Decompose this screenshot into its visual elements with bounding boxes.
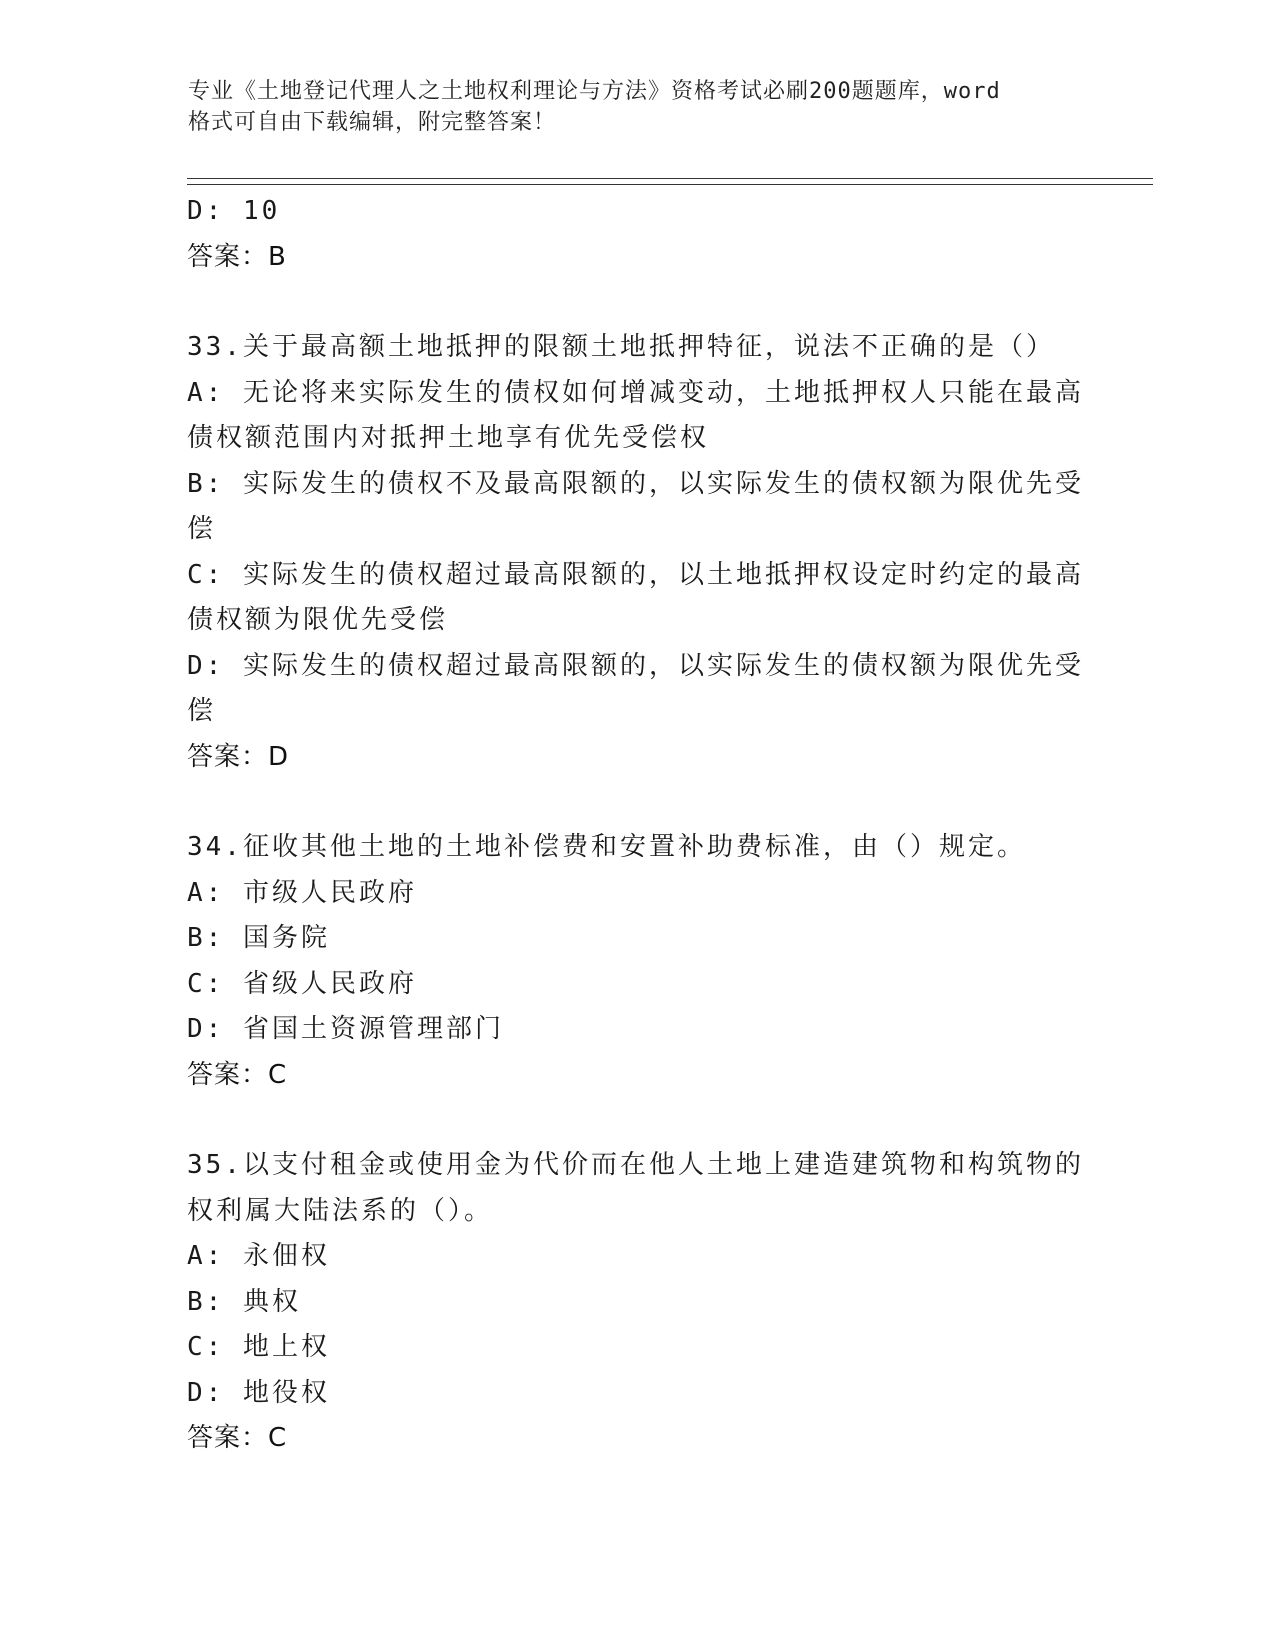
header-line-1: 专业《土地登记代理人之土地权利理论与方法》资格考试必刷200题题库，word [188,79,1001,104]
spacer [187,280,1087,325]
header-rule-top [187,178,1153,179]
option-c: C: 实际发生的债权超过最高限额的，以土地抵押权设定时约定的最高 [187,559,1084,590]
question-stem: 34.征收其他土地的土地补偿费和安置补助费标准，由（）规定。 [187,832,1026,862]
option-b: B: 实际发生的债权不及最高限额的，以实际发生的债权额为限优先受 [187,468,1084,499]
option-c-cont: 债权额为限优先受偿 [187,605,449,635]
option-d-cont: 偿 [187,696,217,726]
question-stem: 33.关于最高额土地抵押的限额土地抵押特征，说法不正确的是（） [187,332,1055,362]
option-b: B: 典权 [187,1286,301,1317]
answer: 答案：C [187,1423,288,1453]
question-33 [187,325,1087,780]
option-b: B: 国务院 [187,923,330,953]
question-stem-cont: 权利属大陆法系的（）。 [187,1195,494,1226]
answer: 答案：D [187,741,290,772]
option-c: C: 地上权 [187,1332,330,1362]
spacer [187,1098,1087,1143]
question-34 [187,825,1087,1098]
option-b-cont: 偿 [187,514,217,544]
spacer [187,780,1087,825]
prev-answer: 答案：B [187,241,287,272]
header-rule-bottom [187,184,1153,185]
option-c: C: 省级人民政府 [187,968,417,999]
document-header [188,76,1068,138]
question-35 [187,1143,1087,1462]
option-d: D: 省国土资源管理部门 [187,1014,504,1044]
header-line-2: 格式可自由下载编辑，附完整答案！ [188,110,557,135]
prev-option-d: D: 10 [187,196,281,226]
option-a: A: 市级人民政府 [187,877,417,908]
option-a-cont: 债权额范围内对抵押土地享有优先受偿权 [187,423,710,453]
option-a: A: 永佃权 [187,1241,330,1271]
option-a: A: 无论将来实际发生的债权如何增减变动，土地抵押权人只能在最高 [187,377,1084,408]
question-stem: 35.以支付租金或使用金为代价而在他人土地上建造建筑物和构筑物的 [187,1150,1084,1180]
option-d: D: 地役权 [187,1377,330,1408]
option-d: D: 实际发生的债权超过最高限额的，以实际发生的债权额为限优先受 [187,650,1084,681]
answer: 答案：C [187,1059,288,1090]
question-content [187,189,1087,1462]
